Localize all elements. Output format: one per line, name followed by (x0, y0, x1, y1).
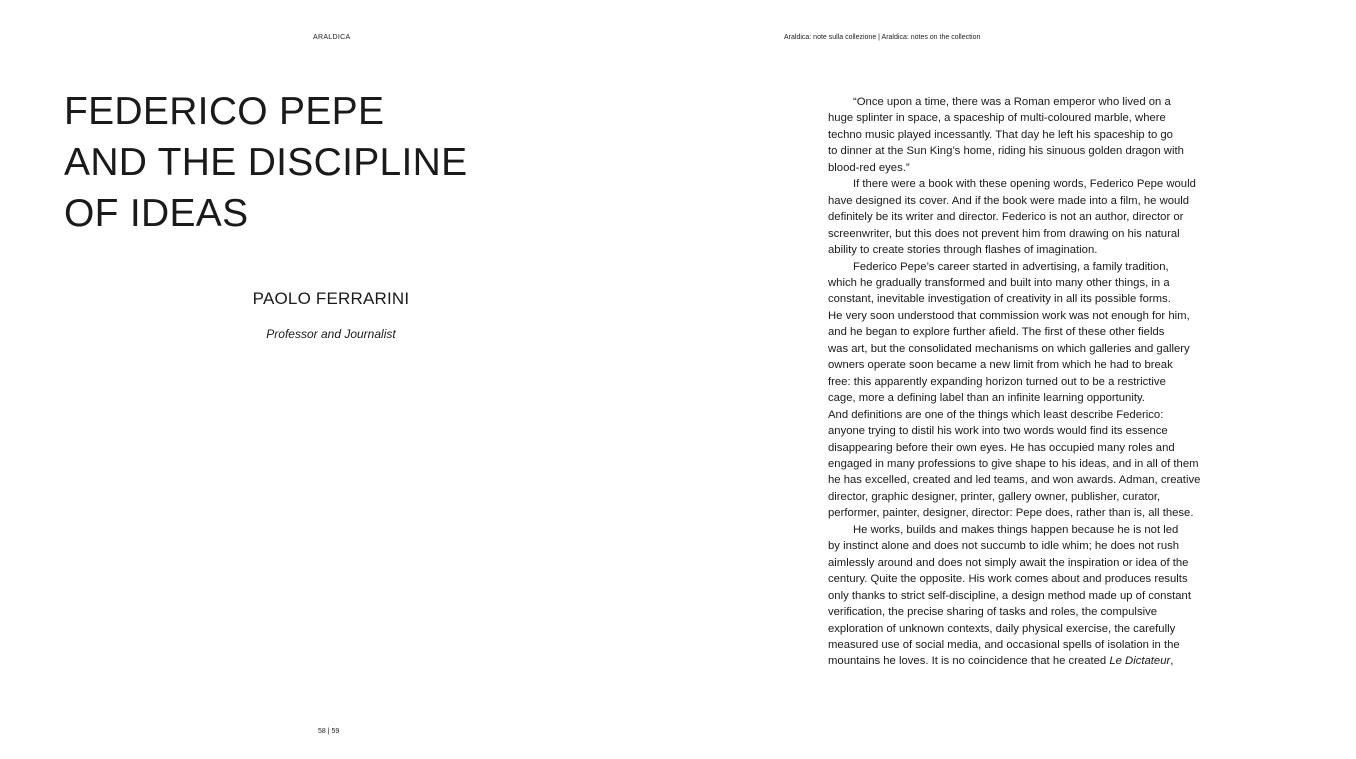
article-title (64, 86, 467, 239)
body-line: And definitions are one of the things which least describe Federico: (828, 408, 1164, 421)
title-line-1: FEDERICO PEPE (64, 90, 385, 133)
work-title-italic: Le Dictateur (1109, 655, 1171, 668)
body-line: verification, the precise sharing of tasks and roles, the compulsive (828, 606, 1158, 619)
body-line: constant, inevitable investigation of creativity in all its possible forms. (828, 293, 1171, 306)
running-head-left: ARALDICA (313, 34, 351, 41)
author-role: Professor and Journalist (266, 327, 396, 341)
body-line: definitely be its writer and director. Federico is not an author, director or (828, 211, 1184, 224)
body-line: was art, but the consolidated mechanisms on which galleries and gallery (828, 342, 1190, 355)
author-name: PAOLO FERRARINI (252, 289, 410, 308)
body-line: If there were a book with these opening words, Federico Pepe would (853, 178, 1196, 191)
body-line: screenwriter, but this does not prevent him from drawing on his natural (828, 227, 1180, 240)
body-line-last-tail: , (1170, 655, 1174, 668)
body-line: which he gradually transformed and built into many other things, in a (828, 276, 1170, 289)
body-line: by instinct alone and does not succumb to idle whim; he does not rush (828, 540, 1180, 553)
body-line: director, graphic designer, printer, gallery owner, publisher, curator, (828, 490, 1161, 503)
body-line: and he began to explore further afield. The first of these other fields (828, 326, 1165, 339)
page-numbers: 58 | 59 (318, 728, 340, 735)
body-line: ability to create stories through flashes of imagination. (828, 244, 1098, 257)
body-line: engaged in many professions to give shape to his ideas, and in all of them (828, 457, 1199, 470)
body-line: He works, builds and makes things happen because he is not led (853, 523, 1179, 536)
body-line: exploration of unknown contexts, daily physical exercise, the carefully (828, 622, 1176, 635)
body-line: cage, more a defining label than an infinite learning opportunity. (828, 392, 1145, 405)
body-line: huge splinter in space, a spaceship of multi-coloured marble, where (828, 112, 1166, 125)
title-line-3: OF IDEAS (64, 192, 249, 235)
body-line: anyone trying to distil his work into two words would find its essence (828, 425, 1168, 438)
body-line-last-text: mountains he loves. It is no coincidence that he created (828, 655, 1110, 668)
body-line-last (828, 653, 1238, 669)
body-line: measured use of social media, and occasional spells of isolation in the (828, 638, 1180, 651)
right-page (678, 0, 1356, 759)
body-line: “Once upon a time, there was a Roman emperor who lived on a (853, 96, 1171, 108)
body-line: performer, painter, designer, director: Pepe does, rather than is, all these. (828, 507, 1194, 520)
body-line: only thanks to strict self-discipline, a design method made up of constant (828, 589, 1191, 602)
body-line: Federico Pepe’s career started in advertising, a family tradition, (853, 260, 1169, 273)
body-line: he has excelled, created and led teams, and won awards. Adman, creative (828, 474, 1201, 487)
body-line: aimlessly around and does not simply await the inspiration or idea of the (828, 556, 1189, 569)
body-line: free: this apparently expanding horizon turned out to be a restrictive (828, 375, 1166, 388)
title-line-2: AND THE DISCIPLINE (64, 141, 468, 184)
article-body (828, 94, 1238, 670)
body-line: have designed its cover. And if the book were made into a film, he would (828, 194, 1190, 207)
body-line: owners operate soon became a new limit from which he had to break (828, 359, 1173, 372)
body-line: blood-red eyes.” (828, 161, 910, 174)
body-line: techno music played incessantly. That day he left his spaceship to go (828, 128, 1173, 141)
body-line: disappearing before their own eyes. He has occupied many roles and (828, 441, 1175, 454)
body-line: to dinner at the Sun King’s home, riding his sinuous golden dragon with (828, 145, 1184, 158)
running-head-right: Araldica: note sulla collezione | Araldica: notes on the collection (784, 34, 981, 41)
body-line: He very soon understood that commission work was not enough for him, (828, 309, 1190, 322)
body-line: century. Quite the opposite. His work comes about and produces results (828, 573, 1188, 586)
